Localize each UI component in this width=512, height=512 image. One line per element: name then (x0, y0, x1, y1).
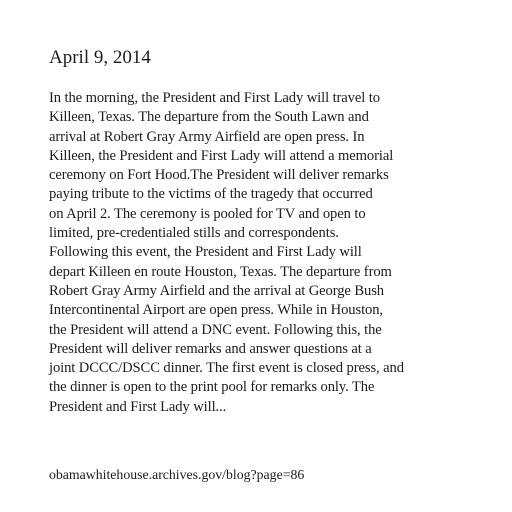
body-line: Robert Gray Army Airfield and the arrival at George Bush (49, 282, 384, 299)
body-line: arrival at Robert Gray Army Airfield are open press. In (49, 128, 365, 145)
body-line: on April 2. The ceremony is pooled for TV and open to (49, 205, 366, 222)
body-line: President will deliver remarks and answer questions at a (49, 340, 372, 357)
body-line: In the morning, the President and First Lady will travel to (49, 90, 380, 106)
body-line: the President will attend a DNC event. Following this, the (49, 321, 382, 338)
body-line: Killeen, Texas. The departure from the South Lawn and (49, 109, 369, 126)
body-line: Killeen, the President and First Lady will attend a memorial (49, 147, 394, 164)
body-line: Following this event, the President and First Lady will (49, 244, 362, 261)
body-line: depart Killeen en route Houston, Texas. The departure from (49, 263, 392, 280)
source-url: obamawhitehouse.archives.gov/blog?page=86 (49, 467, 305, 482)
body-line: paying tribute to the victims of the tragedy that occurred (49, 186, 373, 203)
body-line: ceremony on Fort Hood.The President will deliver remarks (49, 167, 389, 184)
body-line: limited, pre-credentialed stills and correspondents. (49, 225, 339, 242)
body-line: Intercontinental Airport are open press. While in Houston, (49, 302, 383, 319)
body-line: joint DCCC/DSCC dinner. The first event is closed press, and (49, 360, 404, 377)
post-body (49, 89, 404, 417)
body-line: the dinner is open to the print pool for remarks only. The (49, 379, 375, 396)
body-line: President and First Lady will... (49, 398, 227, 415)
post-date: April 9, 2014 (49, 47, 151, 68)
